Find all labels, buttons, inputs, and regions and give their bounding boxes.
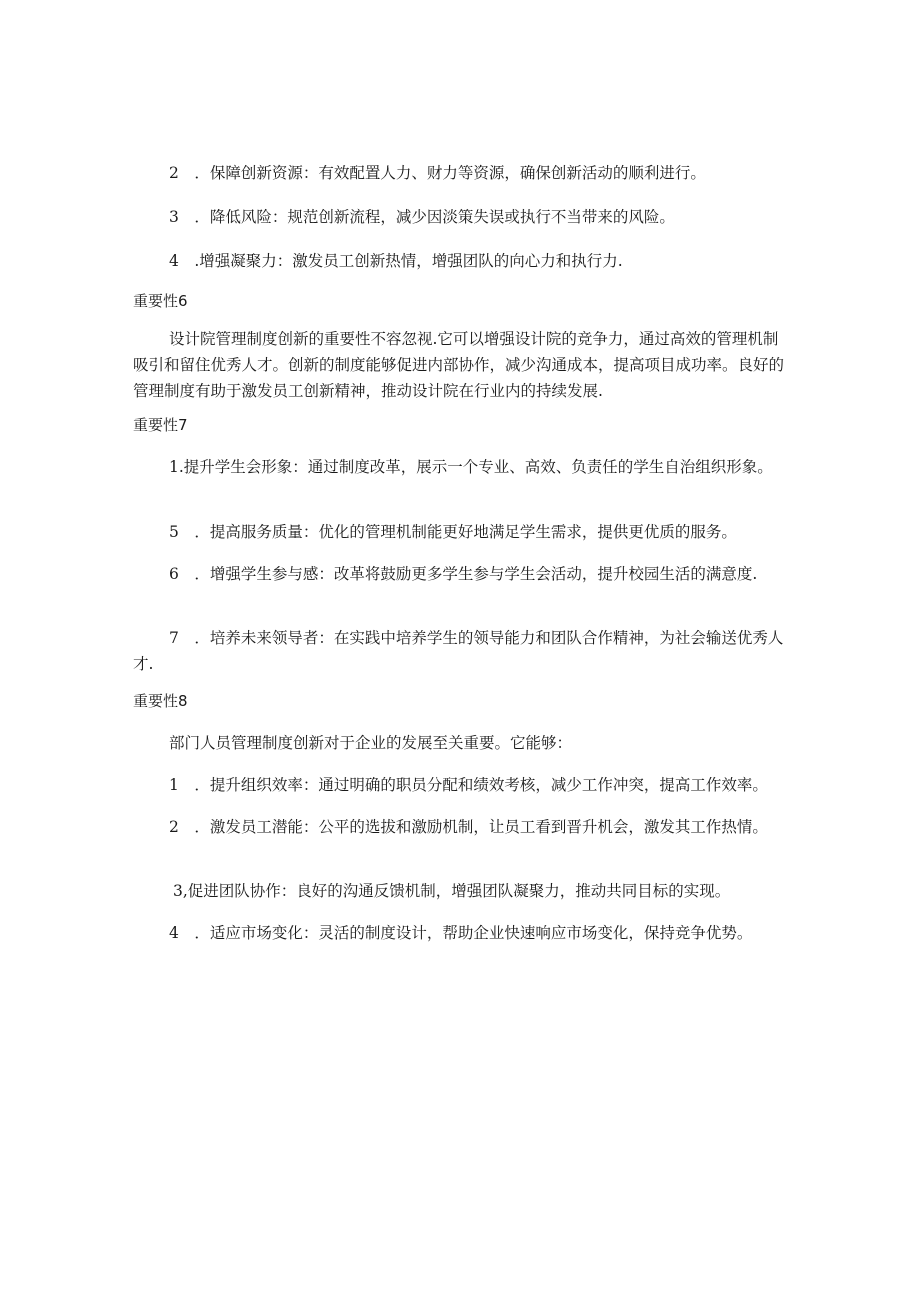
section-heading: 重要性6 <box>133 292 188 310</box>
list-item: 3,促进团队协作：良好的沟通反馈机制，增强团队凝聚力，推动共同目标的实现。 <box>173 882 731 900</box>
list-item: 7 ．培养未来领导者：在实践中培养学生的领导能力和团队合作精神，为社会输送优秀人才. <box>133 629 784 673</box>
list-item: 6 ．增强学生参与感：改革将鼓励更多学生参与学生会活动，提升校园生活的满意度. <box>169 565 758 583</box>
list-item: 4 .增强凝聚力：激发员工创新热情，增强团队的向心力和执行力. <box>169 252 623 270</box>
list-item: 4 ．适应市场变化：灵活的制度设计，帮助企业快速响应市场变化，保持竞争优势。 <box>169 924 753 942</box>
list-item: 1.提升学生会形象：通过制度改革，展示一个专业、高效、负责任的学生自治组织形象。 <box>169 458 773 476</box>
list-item: 5 ．提高服务质量：优化的管理机制能更好地满足学生需求，提供更优质的服务。 <box>169 523 737 541</box>
intro-paragraph: 部门人员管理制度创新对于企业的发展至关重要。它能够： <box>169 734 573 752</box>
list-item: 2 ．激发员工潜能：公平的选拔和激励机制，让员工看到晋升机会，激发其工作热情。 <box>169 818 768 836</box>
section-heading: 重要性7 <box>133 416 188 434</box>
section-heading: 重要性8 <box>133 692 188 710</box>
list-item: 1 ．提升组织效率：通过明确的职员分配和绩效考核，减少工作冲突，提高工作效率。 <box>169 776 768 794</box>
body-paragraph: 设计院管理制度创新的重要性不容忽视.它可以增强设计院的竞争力，通过高效的管理机制吸引和留住优秀人才。创新的制度能够促进内部协作，减少沟通成本，提高项目成功率。良好的管理制度有助于激发员工创新精神，推动设计院在行业内的持续发展. <box>133 330 785 400</box>
list-item: 3 ．降低风险：规范创新流程，减少因淡策失误或执行不当带来的风险。 <box>169 208 675 226</box>
list-item: 2 ．保障创新资源：有效配置人力、财力等资源，确保创新活动的顺利进行。 <box>169 164 706 182</box>
